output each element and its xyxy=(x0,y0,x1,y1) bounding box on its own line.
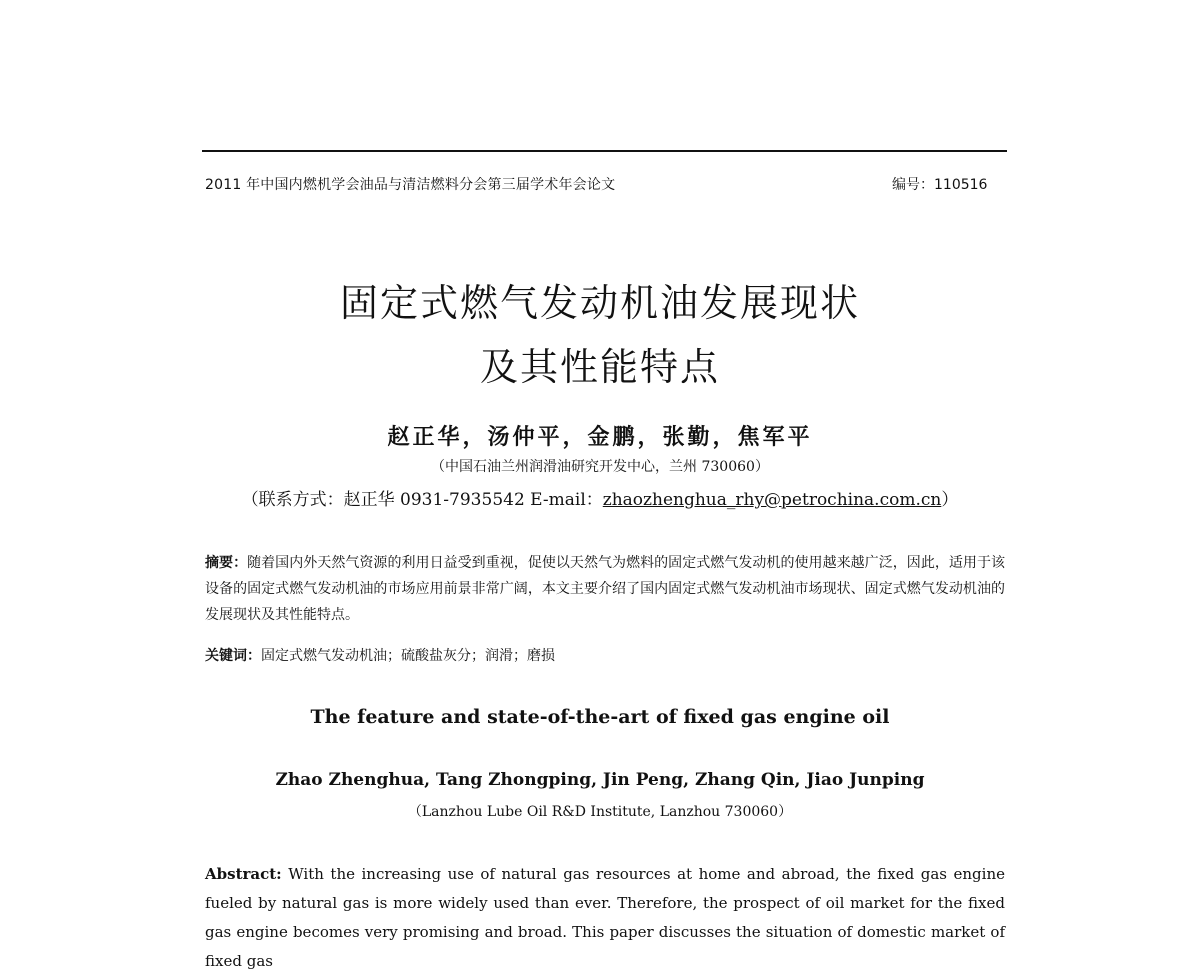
affiliation-cn: （中国石油兰州润滑油研究开发中心，兰州 730060） xyxy=(431,459,769,475)
affiliation-en: （Lanzhou Lube Oil R&D Institute, Lanzhou 730060） xyxy=(407,804,793,820)
contact-prefix: （联系方式：赵正华 0931-7935542 E-mail： xyxy=(241,490,603,510)
keywords-cn-label: 关键词： xyxy=(205,648,261,664)
title-cn-line1: 固定式燃气发动机油发展现状 xyxy=(339,281,860,325)
abstract-cn xyxy=(205,550,1005,628)
authors-cn: 赵正华，汤仲平，金鹏，张勤，焦军平 xyxy=(387,424,813,450)
contact-line xyxy=(0,485,1200,510)
keywords-cn xyxy=(205,645,1005,665)
conference-header: 2011 年中国内燃机学会油品与清洁燃料分会第三届学术年会论文 xyxy=(205,177,616,193)
abstract-cn-text: 随着国内外天然气资源的利用日益受到重视，促使以天然气为燃料的固定式燃气发动机的使用越来越广泛，因此，适用于该设备的固定式燃气发动机油的市场应用前景非常广阔，本文主要介绍了国内固定式燃气发动机油市场现状、固定式燃气发动机油的发展现状及其性能特点。 xyxy=(205,555,1005,623)
email-link[interactable]: zhaozhenghua_rhy@petrochina.com.cn xyxy=(602,490,942,510)
title-en: The feature and state-of-the-art of fixed gas engine oil xyxy=(310,706,890,728)
paper-number: 编号：110516 xyxy=(892,177,988,193)
title-cn-line2: 及其性能特点 xyxy=(479,345,720,389)
abstract-cn-label: 摘要： xyxy=(205,555,248,571)
authors-en: Zhao Zhenghua, Tang Zhongping, Jin Peng, Zhang Qin, Jiao Junping xyxy=(275,770,925,790)
abstract-en-label: Abstract: xyxy=(205,865,282,883)
header-rule xyxy=(202,150,1007,152)
keywords-cn-text: 固定式燃气发动机油；硫酸盐灰分；润滑；磨损 xyxy=(261,648,555,664)
abstract-en-text: With the increasing use of natural gas resources at home and abroad, the fixed gas engine fueled by natural gas is more widely used than ever. Therefore, the prospect of oil market for the fixed gas engine becomes very promising and broad. This paper discusses the situation of domestic market of fixed gas xyxy=(205,865,1005,970)
abstract-en xyxy=(205,860,1005,976)
contact-suffix: ） xyxy=(941,490,959,510)
